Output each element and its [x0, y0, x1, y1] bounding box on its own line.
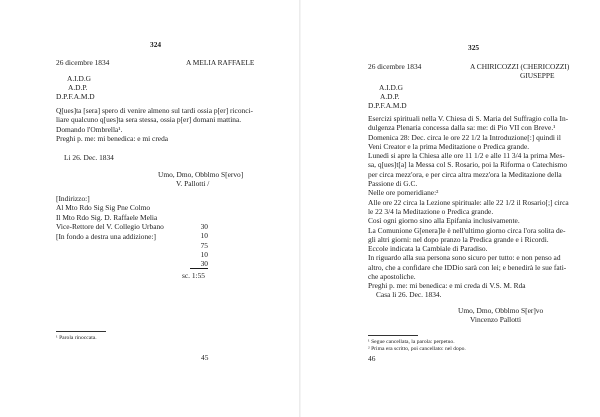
body-line: Veni Creator e la prima Meditazione o Predica grande. — [368, 141, 530, 151]
body-line: Eccole indicata la Cambiale di Paradiso. — [368, 244, 488, 254]
body-line: sa, q[ues]t[a] la Messa col S. Rosario, poi la Riforma o Catechismo — [368, 160, 568, 170]
body-line: Preghi p. me: mi benedica: e mi creda — [56, 133, 169, 143]
body-line: Alle ore 22 circa la Lezione spirituale: alle 22 1/2 il Rosario[;] circa — [368, 197, 569, 207]
body-line: Nelle ore pomeridiane:² — [368, 188, 439, 198]
place-date: Li 26. Dec. 1834 — [64, 153, 114, 162]
address-line: Al Mto Rdo Sig Sig Pne Colmo — [56, 203, 151, 213]
invocation-line: A.I.D.G — [379, 83, 404, 92]
body-line: La Comunione G[enera]le è nell'ultimo giorno circa l'ora solita de- — [368, 225, 566, 235]
page-number-top: 325 — [468, 43, 480, 52]
body-line: che apostoliche. — [368, 272, 416, 282]
letter-recipient-surname: GIUSEPPE — [520, 71, 555, 80]
addition-column — [188, 222, 208, 269]
closing-formula: Umo, Dmo, Obblmo S[er]vo — [458, 306, 544, 315]
letter-date: 26 dicembre 1834 — [368, 62, 422, 71]
body-line: Così ogni giorno sino alla Epifania inclusivamente. — [368, 216, 520, 226]
body-line: Passione di G.C. — [368, 179, 418, 189]
invocation-line: A.D.P. — [68, 83, 88, 92]
footnote-rule — [56, 331, 106, 332]
page-number-bottom: 46 — [368, 354, 376, 363]
invocations — [368, 83, 407, 110]
body-line: Domenica 28: Dec. circa le ore 22 1/2 la Introduzione[:] quindi il — [368, 132, 561, 142]
addend: 75 — [200, 240, 208, 250]
body-line: Esercizi spirituali nella V. Chiesa di S. Maria del Suffragio colla In- — [368, 114, 569, 123]
invocation-line: D.P.F.A.M.D — [368, 101, 407, 110]
invocation-line: D.P.F.A.M.D — [56, 92, 95, 101]
addend: 10 — [200, 249, 208, 259]
body-line: Domando l'Ombrella¹. — [56, 124, 123, 134]
page-number-top: 324 — [150, 40, 162, 49]
invocation-line: A.D.P. — [380, 92, 400, 101]
addend: 10 — [200, 231, 208, 241]
letter-body — [56, 106, 253, 143]
invocation-line: A.I.D.G — [67, 74, 92, 83]
letter-recipient: A MELIA RAFFAELE — [186, 58, 255, 67]
address-block — [56, 194, 164, 231]
body-line: le 22 3/4 la Meditazione o Predica grande. — [368, 206, 494, 216]
invocations — [56, 74, 95, 101]
signature: V. Pallotti / — [176, 179, 210, 188]
closing-formula: Umo, Dmo, Obblmo S[ervo] — [158, 170, 244, 179]
footnote: ¹ Parola rinoccata. — [56, 335, 97, 341]
body-line: dulgenza Plenaria concessa dalla sa: me: di Pio VII con Breve.¹ — [368, 123, 556, 133]
addend: 30 — [200, 259, 208, 269]
body-line: Preghi p. me: mi benedica: e mi creda di V.S. M. Rda — [368, 281, 526, 291]
body-line: Q[ues]ta [sera] spero di venire almeno sul tardi ossia p[er] riconci- — [56, 106, 254, 115]
right-page — [300, 0, 600, 417]
letter-recipient: A CHIRICOZZI (CHERICOZZI) — [470, 62, 570, 71]
footnote-rule — [368, 335, 418, 336]
address-note: [Indirizzo:] — [56, 194, 90, 203]
sum-rule — [190, 268, 208, 269]
body-line: per circa mezz'ora, e per circa altra mezz'ora la Meditazione della — [368, 169, 562, 179]
letter-body — [368, 114, 569, 291]
body-line: altro, che a confidare che IDDio sarà con lei; e benedirà le sue fati- — [368, 262, 567, 272]
footnote: ² Prima era scritto, poi cancellato: nel dopo. — [368, 346, 466, 352]
footnote: ¹ Segue cancellata, la parola: perpetuo. — [368, 339, 455, 345]
addition-note: [In fondo a destra una addizione:] — [56, 232, 156, 241]
page-number-bottom: 45 — [201, 353, 209, 362]
signature: Vincenzo Pallotti — [470, 315, 522, 324]
address-line: Il Mto Rdo Sig. D. Raffaele Melia — [56, 212, 158, 222]
addend: 30 — [200, 222, 208, 231]
body-line: gli altri giorni: nel dopo pranzo la Predica grande e i Ricordi. — [368, 234, 549, 244]
addition-total: sc. 1:55 — [182, 271, 205, 280]
address-line: Vice-Rettore del V. Collegio Urbano — [56, 221, 164, 231]
body-line: In riguardo alla sua persona sono sicuro per tutto: e non penso ad — [368, 253, 561, 263]
letter-date: 26 dicembre 1834 — [56, 58, 110, 67]
place-date: Casa li 26. Dec. 1834. — [376, 290, 442, 299]
body-line: Lunedì si apre la Chiesa alle ore 11 1/2 e alle 11 3/4 la prima Mes- — [368, 151, 565, 161]
body-line: liare qualcuno q[ues]ta sera stessa, ossia p[er] domani mattina. — [56, 115, 242, 125]
